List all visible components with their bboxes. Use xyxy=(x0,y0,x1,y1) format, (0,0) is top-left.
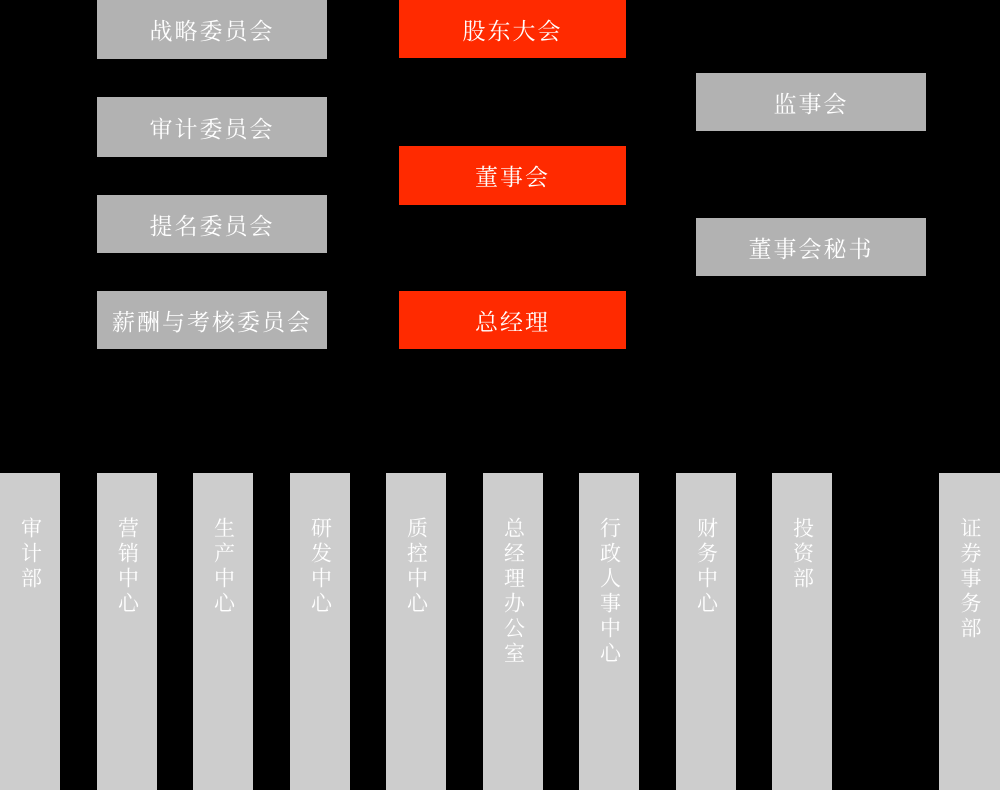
node-strategy-committee: 战略委员会 xyxy=(97,0,327,59)
node-supervisory-board: 监事会 xyxy=(696,73,926,131)
dept-label: 证券事务部 xyxy=(958,517,981,642)
node-production-center xyxy=(193,473,253,790)
node-quality-control-center xyxy=(386,473,446,790)
node-finance-center xyxy=(676,473,736,790)
node-general-manager: 总经理 xyxy=(399,291,626,349)
node-shareholders-meeting: 股东大会 xyxy=(399,0,626,58)
node-audit-dept xyxy=(0,473,60,790)
node-board-of-directors: 董事会 xyxy=(399,146,626,205)
node-remuneration-assessment-committee: 薪酬与考核委员会 xyxy=(97,291,327,349)
node-nomination-committee: 提名委员会 xyxy=(97,195,327,253)
dept-label: 审计部 xyxy=(18,517,42,592)
dept-label: 生产中心 xyxy=(211,517,235,617)
node-marketing-center xyxy=(97,473,157,790)
node-admin-hr-center xyxy=(579,473,639,790)
node-board-secretary: 董事会秘书 xyxy=(696,218,926,276)
node-investment-dept xyxy=(772,473,832,790)
dept-label: 营销中心 xyxy=(115,517,139,617)
node-securities-affairs-dept xyxy=(939,473,1000,790)
dept-label: 总经理办公室 xyxy=(501,517,525,667)
dept-label: 研发中心 xyxy=(308,517,332,617)
dept-label: 行政人事中心 xyxy=(597,517,621,667)
node-rd-center xyxy=(290,473,350,790)
node-audit-committee: 审计委员会 xyxy=(97,97,327,157)
node-gm-office xyxy=(483,473,543,790)
dept-label: 质控中心 xyxy=(404,517,428,617)
dept-label: 财务中心 xyxy=(694,517,718,617)
dept-label: 投资部 xyxy=(790,517,814,592)
